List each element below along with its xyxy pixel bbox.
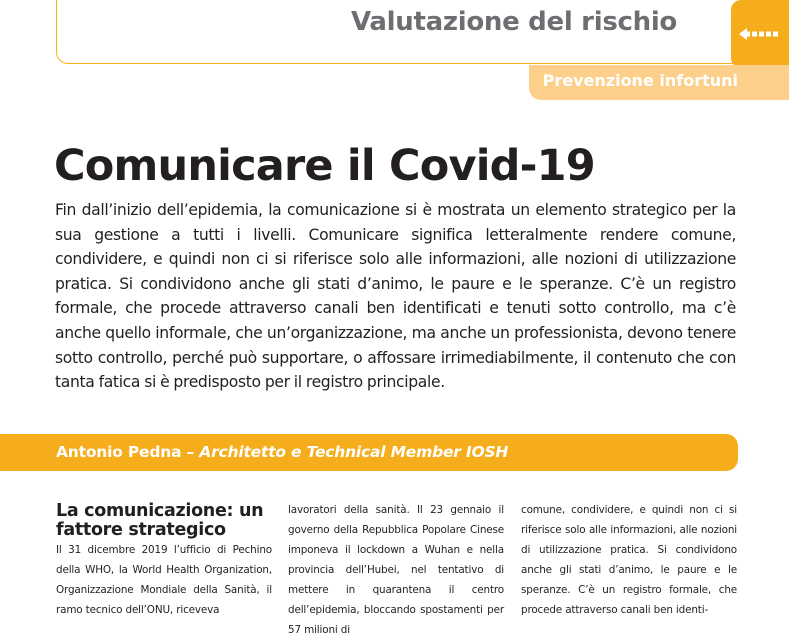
article-lead: Fin dall’inizio dell’epidemia, la comunicazione si è mostrata un elemento strategico per la sua gestione a tutti i livelli. Comunicare significa letteralmente rendere comune, condividere, e quindi non ci si riferisce solo alle informazioni, alle nozioni di utilizzazione pratica. Si condividono anche gli stati d’animo, le paure e le speranze. C’è un registro formale, che procede attraverso canali ben identificati e tenuti sotto controllo, ma c’è anche quello informale, che un’organizzazione, ma anche un professionista, devono tenere sotto controllo, perché può supportare, o affossare irrimediabilmente, il contenuto che con tanta fatica si è predisposto per il registro principale. xyxy=(55,201,736,392)
author-role: Architetto e Technical Member IOSH xyxy=(199,443,509,461)
body-column-3 xyxy=(521,500,737,620)
section-header-frame xyxy=(56,0,746,64)
author-byline xyxy=(56,443,508,461)
author-name: Antonio Pedna xyxy=(56,443,182,461)
body-section-title: La comunicazione: un fattore strategico xyxy=(56,501,264,540)
author-separator: – xyxy=(181,443,200,461)
arrow-left-icon xyxy=(739,27,783,41)
body-paragraph: comune, condividere, e quindi non ci si riferisce solo alle informazioni, alle nozioni di utilizzazione pratica. Si condividono anche gli stati d’animo, le paure e le speranze. C’è un registro formale, che procede attraverso canali ben identi- xyxy=(521,504,737,616)
subsection-tab xyxy=(529,65,789,100)
subsection-label: Prevenzione infortuni xyxy=(542,71,738,90)
body-paragraph: Il 31 dicembre 2019 l’ufficio di Pechino della WHO, la World Health Organization, Organizzazione Mondiale della Sanità, il ramo tecnico dell’ONU, riceveva xyxy=(56,544,272,616)
body-paragraph: lavoratori della sanità. Il 23 gennaio il governo della Repubblica Popolare Cinese imponeva il lockdown a Wuhan e nella provincia dell’Hubei, nel tentativo di mettere in quarantena il centro dell’epidemia, bloccando spostamenti per 57 milioni di xyxy=(288,504,504,636)
section-nav-tab[interactable] xyxy=(731,0,789,68)
section-title: Valutazione del rischio xyxy=(351,7,677,37)
author-bar xyxy=(0,434,738,471)
article-title: Comunicare il Covid-19 xyxy=(54,141,595,191)
body-column-1 xyxy=(56,500,272,620)
body-column-2 xyxy=(288,500,504,640)
